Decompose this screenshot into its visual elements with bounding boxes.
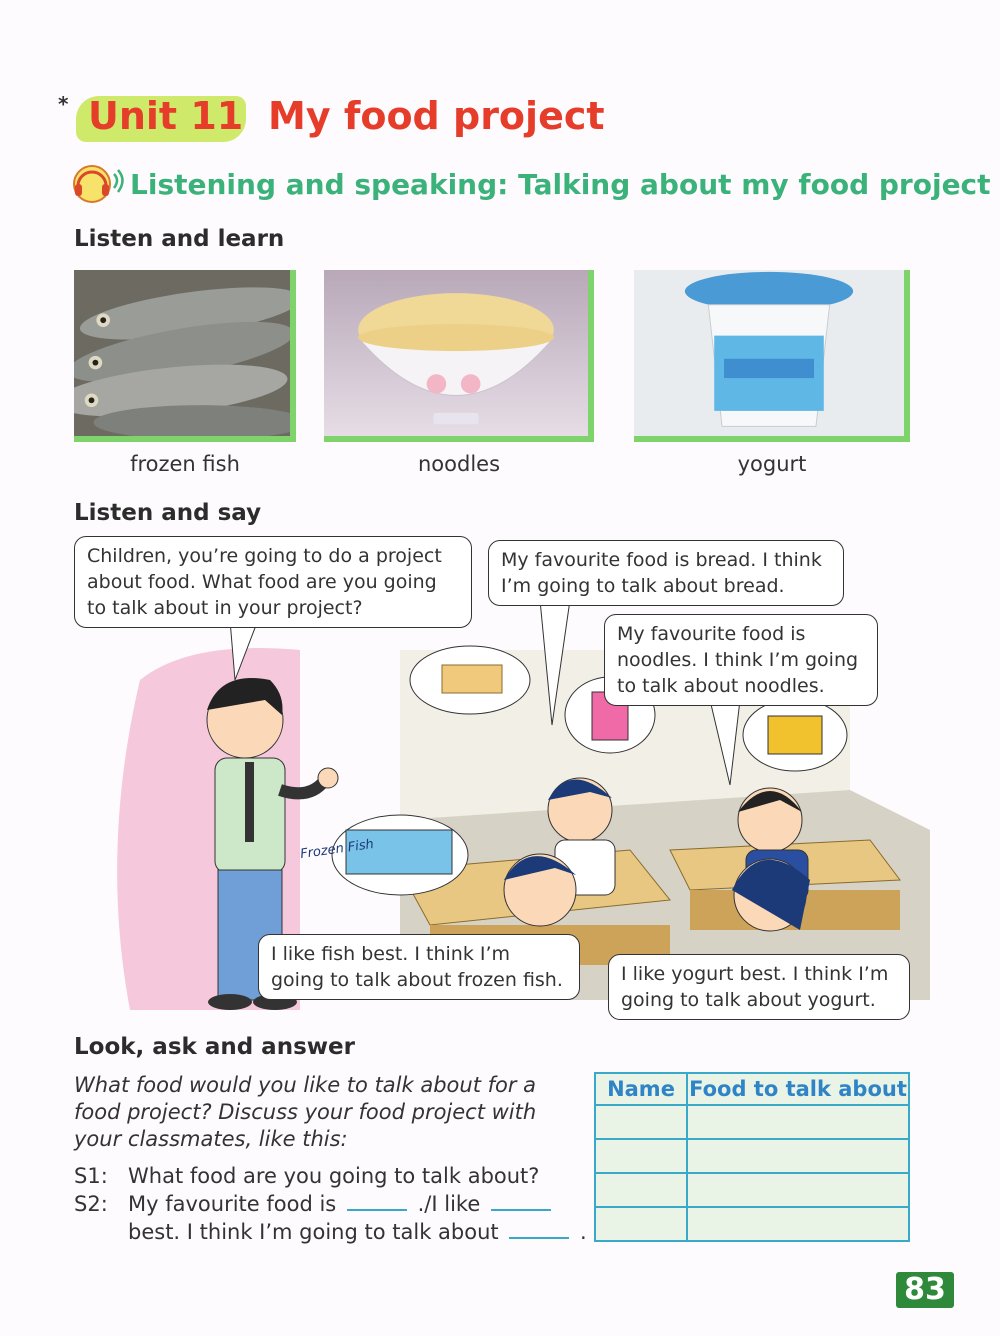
heading-listen-learn: Listen and learn — [74, 226, 285, 252]
s2-part3: best. I think I’m going to talk about — [128, 1220, 499, 1244]
table-cell[interactable] — [687, 1139, 909, 1173]
headphones-icon — [70, 160, 126, 208]
table-row — [595, 1139, 909, 1173]
table-cell[interactable] — [595, 1139, 687, 1173]
table-cell[interactable] — [687, 1105, 909, 1139]
speech-bubble-noodles: My favourite food is noodles. I think I’m going to talk about noodles. — [604, 614, 878, 706]
table-row — [595, 1105, 909, 1139]
table-cell[interactable] — [687, 1207, 909, 1241]
frozen-fish-photo — [74, 270, 296, 442]
blank-talk-about[interactable] — [509, 1219, 569, 1239]
speaker-s1: S1: — [74, 1164, 108, 1188]
caption-frozen-fish: frozen fish — [130, 452, 240, 476]
frozen-fish-box-label: Frozen Fish — [299, 836, 375, 863]
table-cell[interactable] — [595, 1105, 687, 1139]
speech-bubble-yogurt: I like yogurt best. I think I’m going to talk about yogurt. — [608, 954, 910, 1020]
unit-label: Unit 11 — [88, 94, 244, 138]
table-header-food: Food to talk about — [687, 1073, 909, 1105]
heading-listen-say: Listen and say — [74, 500, 262, 526]
heading-look-ask-answer: Look, ask and answer — [74, 1034, 355, 1060]
blank-favourite-food[interactable] — [347, 1191, 407, 1211]
speaker-s2: S2: — [74, 1192, 108, 1216]
table-cell[interactable] — [687, 1173, 909, 1207]
section-title: Listening and speaking: Talking about my food project — [130, 168, 991, 201]
speech-bubble-fish: I like fish best. I think I’m going to talk about frozen fish. — [258, 934, 580, 1000]
unit-title: My food project — [268, 94, 605, 138]
speech-bubble-bread: My favourite food is bread. I think I’m going to talk about bread. — [488, 540, 844, 606]
yogurt-photo — [634, 270, 910, 442]
sample-dialogue — [74, 1162, 587, 1246]
noodles-photo — [324, 270, 594, 442]
table-row — [595, 1207, 909, 1241]
blank-like-best[interactable] — [491, 1191, 551, 1211]
table-cell[interactable] — [595, 1173, 687, 1207]
food-project-table — [594, 1072, 910, 1242]
table-header-name: Name — [595, 1073, 687, 1105]
s2-part1: My favourite food is — [128, 1192, 337, 1216]
page-number: 83 — [896, 1272, 954, 1308]
s2-part2: ./I like — [417, 1192, 481, 1216]
table-cell[interactable] — [595, 1207, 687, 1241]
caption-noodles: noodles — [417, 452, 501, 476]
speech-bubble-teacher: Children, you’re going to do a project about food. What food are you going to talk about in your project? — [74, 536, 472, 628]
table-row — [595, 1173, 909, 1207]
s2-part4: . — [580, 1220, 587, 1244]
s1-line: What food are you going to talk about? — [128, 1164, 540, 1188]
caption-yogurt: yogurt — [737, 452, 807, 476]
instruction-text: What food would you like to talk about for a food project? Discuss your food project with your classmates, like this: — [74, 1073, 537, 1151]
star-marker: * — [58, 92, 69, 116]
